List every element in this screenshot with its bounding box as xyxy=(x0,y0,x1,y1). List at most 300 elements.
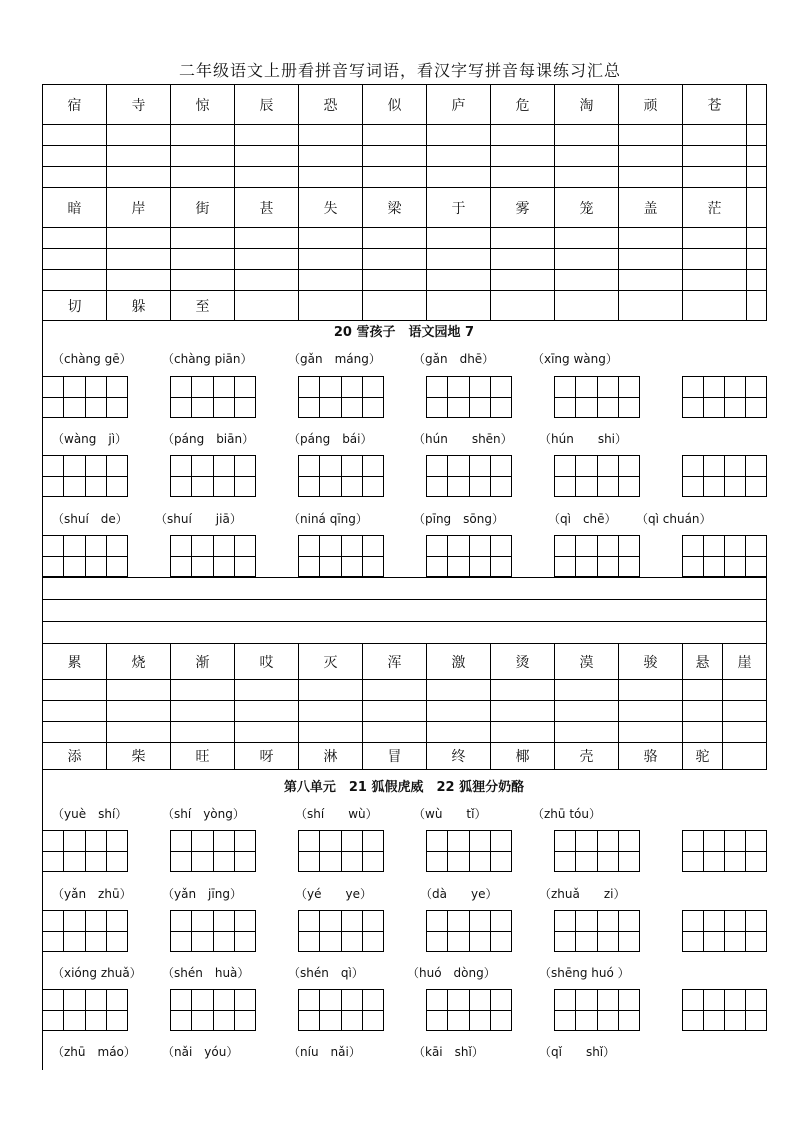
char-cell: 笼 xyxy=(555,188,619,228)
writing-box-cell xyxy=(319,831,340,851)
writing-box-cell xyxy=(703,831,724,851)
pinyin-label: （yuè shí） xyxy=(52,807,128,821)
writing-box-cell xyxy=(447,831,468,851)
writing-box-cell xyxy=(724,536,745,556)
writing-box-cell xyxy=(85,536,106,556)
writing-box-cell xyxy=(341,932,362,952)
writing-box-cell xyxy=(703,456,724,476)
writing-box-cell xyxy=(555,831,575,851)
writing-box-cell xyxy=(362,852,383,872)
writing-box-cell xyxy=(555,852,575,872)
writing-box-cell xyxy=(191,831,212,851)
writing-box-cell xyxy=(341,831,362,851)
pinyin-label: （páng biān） xyxy=(162,432,255,446)
writing-box-group xyxy=(170,535,256,577)
writing-box-cell xyxy=(745,932,766,952)
writing-box-cell xyxy=(171,377,191,397)
writing-box-cell xyxy=(575,398,596,418)
char-cell: 驼 xyxy=(683,743,723,770)
char-cell: 淋 xyxy=(299,743,363,770)
writing-box-group xyxy=(554,376,640,418)
pinyin-label: （yé ye） xyxy=(295,887,372,901)
writing-box-cell xyxy=(106,990,127,1010)
char-cell: 暗 xyxy=(43,188,107,228)
writing-box-cell xyxy=(618,377,639,397)
writing-box-cell xyxy=(597,932,618,952)
writing-box-cell xyxy=(745,398,766,418)
writing-box-cell xyxy=(234,557,255,577)
writing-box-cell xyxy=(618,990,639,1010)
writing-box-cell xyxy=(299,990,319,1010)
char-cell: 烫 xyxy=(491,644,555,680)
char-cell: 恐 xyxy=(299,85,363,125)
writing-box-cell xyxy=(597,990,618,1010)
writing-box-group xyxy=(426,455,512,497)
writing-box-cell xyxy=(213,456,234,476)
writing-box-cell xyxy=(43,932,63,952)
writing-box-cell xyxy=(469,932,490,952)
writing-box-cell xyxy=(575,456,596,476)
writing-box-cell xyxy=(362,477,383,497)
writing-box-cell xyxy=(319,456,340,476)
char-cell: 辰 xyxy=(235,85,299,125)
writing-box-cell xyxy=(191,477,212,497)
writing-box-cell xyxy=(745,911,766,931)
writing-box-cell xyxy=(191,990,212,1010)
writing-box-cell xyxy=(362,911,383,931)
writing-box-cell xyxy=(319,477,340,497)
writing-box-cell xyxy=(597,536,618,556)
char-cell: 失 xyxy=(299,188,363,228)
writing-box-cell xyxy=(299,831,319,851)
writing-box-cell xyxy=(106,536,127,556)
writing-box-cell xyxy=(683,990,703,1010)
writing-box-cell xyxy=(490,398,511,418)
writing-box-cell xyxy=(63,398,84,418)
char-cell: 苍 xyxy=(683,85,747,125)
writing-box-cell xyxy=(299,456,319,476)
writing-box-cell xyxy=(171,932,191,952)
char-cell: 寺 xyxy=(107,85,171,125)
char-cell: 浑 xyxy=(363,644,427,680)
writing-box-cell xyxy=(85,477,106,497)
writing-box-group xyxy=(170,830,256,872)
writing-box-cell xyxy=(703,990,724,1010)
pinyin-label: （zhuǎ zi） xyxy=(539,887,626,901)
writing-box-cell xyxy=(745,536,766,556)
writing-box-cell xyxy=(427,932,447,952)
writing-box-cell xyxy=(362,831,383,851)
writing-box-cell xyxy=(703,536,724,556)
writing-box-cell xyxy=(85,911,106,931)
char-cell: 柴 xyxy=(107,743,171,770)
writing-box-cell xyxy=(362,932,383,952)
writing-box-cell xyxy=(745,477,766,497)
writing-box-cell xyxy=(85,456,106,476)
writing-box-cell xyxy=(43,831,63,851)
writing-box-cell xyxy=(597,911,618,931)
writing-box-cell xyxy=(703,1011,724,1031)
writing-box-group xyxy=(42,455,128,497)
char-cell: 激 xyxy=(427,644,491,680)
writing-box-cell xyxy=(85,398,106,418)
char-cell: 渐 xyxy=(171,644,235,680)
writing-box-cell xyxy=(63,852,84,872)
writing-box-cell xyxy=(106,932,127,952)
writing-box-cell xyxy=(191,1011,212,1031)
writing-box-cell xyxy=(724,990,745,1010)
writing-box-group xyxy=(554,455,640,497)
writing-box-cell xyxy=(191,932,212,952)
writing-box-group xyxy=(298,535,384,577)
writing-box-cell xyxy=(745,377,766,397)
writing-box-cell xyxy=(43,1011,63,1031)
writing-box-cell xyxy=(703,398,724,418)
writing-box-cell xyxy=(745,1011,766,1031)
pinyin-label: （huó dòng） xyxy=(407,966,496,980)
char-cell: 躲 xyxy=(107,291,171,321)
char-cell: 茫 xyxy=(683,188,747,228)
writing-box-cell xyxy=(106,831,127,851)
pinyin-label: （zhū tóu） xyxy=(532,807,601,821)
char-cell: 庐 xyxy=(427,85,491,125)
pinyin-label: （shí yòng） xyxy=(162,807,245,821)
writing-box-cell xyxy=(341,557,362,577)
writing-box-cell xyxy=(63,456,84,476)
char-row xyxy=(43,644,767,680)
writing-box-cell xyxy=(106,911,127,931)
pinyin-row xyxy=(52,805,772,825)
writing-box-cell xyxy=(683,852,703,872)
writing-box-group xyxy=(42,376,128,418)
writing-box-cell xyxy=(171,911,191,931)
writing-box-group xyxy=(298,376,384,418)
char-row xyxy=(43,743,767,770)
writing-box-group xyxy=(554,910,640,952)
writing-box-cell xyxy=(683,536,703,556)
page-title: 二年级语文上册看拼音写词语，看汉字写拼音每课练习汇总 xyxy=(178,61,621,80)
writing-box-group xyxy=(682,989,767,1031)
writing-box-cell xyxy=(490,557,511,577)
pinyin-row xyxy=(52,350,772,370)
writing-box-cell xyxy=(43,911,63,931)
writing-box-cell xyxy=(213,477,234,497)
pinyin-label: （qǐ shǐ） xyxy=(539,1045,616,1059)
pinyin-label: （shuí de） xyxy=(52,512,128,526)
char-cell: 添 xyxy=(43,743,107,770)
char-cell: 宿 xyxy=(43,85,107,125)
writing-box-cell xyxy=(469,557,490,577)
writing-box-cell xyxy=(234,911,255,931)
writing-box-cell xyxy=(341,911,362,931)
writing-box-cell xyxy=(106,398,127,418)
writing-box-cell xyxy=(469,911,490,931)
writing-box-cell xyxy=(703,557,724,577)
writing-box-cell xyxy=(447,456,468,476)
writing-box-cell xyxy=(575,990,596,1010)
writing-box-cell xyxy=(341,990,362,1010)
writing-box-cell xyxy=(575,932,596,952)
writing-box-cell xyxy=(618,911,639,931)
writing-box-cell xyxy=(362,557,383,577)
char-cell: 似 xyxy=(363,85,427,125)
pinyin-label: （dà ye） xyxy=(420,887,498,901)
writing-box-cell xyxy=(299,1011,319,1031)
writing-box-cell xyxy=(683,398,703,418)
pinyin-label: （xióng zhuǎ） xyxy=(52,966,142,980)
writing-box-cell xyxy=(575,377,596,397)
writing-box-cell xyxy=(85,990,106,1010)
writing-box-cell xyxy=(469,377,490,397)
writing-box-group xyxy=(682,830,767,872)
writing-box-cell xyxy=(745,456,766,476)
writing-box-cell xyxy=(490,852,511,872)
writing-box-cell xyxy=(724,456,745,476)
writing-box-group xyxy=(170,989,256,1031)
pinyin-label: （pīng sōng） xyxy=(413,512,504,526)
pinyin-label: （shuí jiā） xyxy=(155,512,242,526)
writing-box-cell xyxy=(683,557,703,577)
writing-box-cell xyxy=(341,456,362,476)
pinyin-label: （yǎn zhū） xyxy=(52,887,132,901)
writing-box-cell xyxy=(724,852,745,872)
writing-box-cell xyxy=(234,852,255,872)
writing-box-cell xyxy=(555,377,575,397)
writing-box-cell xyxy=(171,831,191,851)
writing-box-cell xyxy=(469,477,490,497)
pinyin-label: （hún shēn） xyxy=(413,432,513,446)
writing-box-cell xyxy=(447,990,468,1010)
writing-box-cell xyxy=(43,477,63,497)
writing-box-cell xyxy=(683,831,703,851)
writing-box-group xyxy=(426,535,512,577)
char-cell: 旺 xyxy=(171,743,235,770)
writing-box-group xyxy=(426,910,512,952)
writing-box-group xyxy=(682,455,767,497)
writing-box-cell xyxy=(555,477,575,497)
writing-box-cell xyxy=(618,831,639,851)
char-cell: 呀 xyxy=(235,743,299,770)
pinyin-label: （xīng wàng） xyxy=(532,352,618,366)
char-cell: 危 xyxy=(491,85,555,125)
writing-box-cell xyxy=(234,377,255,397)
writing-box-cell xyxy=(191,398,212,418)
writing-box-cell xyxy=(299,536,319,556)
char-cell xyxy=(747,188,767,228)
writing-box-cell xyxy=(575,831,596,851)
writing-box-cell xyxy=(341,1011,362,1031)
char-cell: 切 xyxy=(43,291,107,321)
char-cell: 骏 xyxy=(619,644,683,680)
writing-box-cell xyxy=(171,557,191,577)
writing-box-group xyxy=(298,910,384,952)
writing-box-cell xyxy=(447,1011,468,1031)
char-cell: 烧 xyxy=(107,644,171,680)
writing-box-cell xyxy=(724,911,745,931)
writing-box-cell xyxy=(171,1011,191,1031)
writing-box-cell xyxy=(341,852,362,872)
char-cell: 椰 xyxy=(491,743,555,770)
char-cell: 惊 xyxy=(171,85,235,125)
writing-box-cell xyxy=(469,852,490,872)
writing-box-cell xyxy=(234,831,255,851)
char-cell: 崖 xyxy=(723,644,767,680)
writing-box-cell xyxy=(106,377,127,397)
writing-box-cell xyxy=(555,911,575,931)
writing-box-cell xyxy=(191,456,212,476)
writing-box-cell xyxy=(724,1011,745,1031)
writing-box-cell xyxy=(683,1011,703,1031)
writing-box-cell xyxy=(683,377,703,397)
writing-box-cell xyxy=(427,557,447,577)
pinyin-label: （shí wù） xyxy=(295,807,378,821)
writing-box-cell xyxy=(703,911,724,931)
writing-box-cell xyxy=(43,398,63,418)
writing-box-cell xyxy=(447,557,468,577)
writing-box-cell xyxy=(106,557,127,577)
pinyin-label: （gǎn dhē） xyxy=(413,352,495,366)
writing-box-cell xyxy=(597,377,618,397)
pinyin-label: （hún shi） xyxy=(539,432,628,446)
writing-box-cell xyxy=(319,990,340,1010)
writing-box-cell xyxy=(427,456,447,476)
writing-box-cell xyxy=(319,557,340,577)
writing-box-group xyxy=(170,376,256,418)
writing-box-cell xyxy=(191,536,212,556)
char-cell: 梁 xyxy=(363,188,427,228)
writing-box-cell xyxy=(703,932,724,952)
writing-box-cell xyxy=(555,456,575,476)
writing-grid xyxy=(42,910,767,952)
writing-box-cell xyxy=(427,1011,447,1031)
char-cell: 冒 xyxy=(363,743,427,770)
writing-box-cell xyxy=(319,536,340,556)
writing-box-cell xyxy=(234,932,255,952)
writing-box-cell xyxy=(490,932,511,952)
writing-box-group xyxy=(682,535,767,577)
pinyin-label: （shén huà） xyxy=(162,966,250,980)
char-cell: 悬 xyxy=(683,644,723,680)
writing-box-cell xyxy=(171,477,191,497)
char-cell xyxy=(747,85,767,125)
char-cell: 淘 xyxy=(555,85,619,125)
writing-box-cell xyxy=(618,1011,639,1031)
writing-box-cell xyxy=(85,932,106,952)
writing-box-cell xyxy=(555,932,575,952)
writing-box-cell xyxy=(85,377,106,397)
writing-box-cell xyxy=(490,1011,511,1031)
writing-box-cell xyxy=(299,932,319,952)
pinyin-label: （qì chuán） xyxy=(636,512,712,526)
writing-box-cell xyxy=(447,377,468,397)
writing-box-cell xyxy=(447,477,468,497)
writing-box-group xyxy=(554,830,640,872)
writing-box-cell xyxy=(427,398,447,418)
writing-box-cell xyxy=(43,536,63,556)
writing-box-cell xyxy=(319,1011,340,1031)
writing-box-cell xyxy=(683,932,703,952)
writing-box-cell xyxy=(341,536,362,556)
writing-box-cell xyxy=(447,852,468,872)
writing-box-cell xyxy=(597,1011,618,1031)
section-heading-lesson-20: 20 雪孩子 语文园地 7 xyxy=(333,325,475,340)
writing-box-cell xyxy=(683,456,703,476)
writing-box-cell xyxy=(63,831,84,851)
writing-box-cell xyxy=(618,536,639,556)
writing-box-cell xyxy=(427,377,447,397)
writing-box-cell xyxy=(447,398,468,418)
writing-box-cell xyxy=(191,852,212,872)
writing-box-cell xyxy=(683,477,703,497)
writing-box-group xyxy=(682,910,767,952)
writing-box-cell xyxy=(191,377,212,397)
writing-box-cell xyxy=(427,831,447,851)
writing-box-cell xyxy=(85,557,106,577)
writing-box-cell xyxy=(427,477,447,497)
writing-box-cell xyxy=(745,557,766,577)
writing-box-group xyxy=(298,455,384,497)
writing-box-cell xyxy=(43,990,63,1010)
writing-box-group xyxy=(682,376,767,418)
writing-box-cell xyxy=(469,536,490,556)
writing-box-cell xyxy=(724,557,745,577)
writing-box-group xyxy=(170,910,256,952)
writing-box-cell xyxy=(234,456,255,476)
writing-box-cell xyxy=(724,377,745,397)
writing-box-cell xyxy=(724,398,745,418)
writing-box-group xyxy=(426,376,512,418)
writing-box-cell xyxy=(319,911,340,931)
writing-box-cell xyxy=(575,536,596,556)
writing-box-cell xyxy=(597,398,618,418)
writing-box-cell xyxy=(597,852,618,872)
pinyin-label: （zhū máo） xyxy=(52,1045,136,1059)
writing-box-cell xyxy=(63,911,84,931)
char-cell: 终 xyxy=(427,743,491,770)
writing-box-cell xyxy=(618,456,639,476)
writing-box-cell xyxy=(597,477,618,497)
writing-box-cell xyxy=(469,456,490,476)
writing-box-group xyxy=(426,989,512,1031)
writing-box-cell xyxy=(469,990,490,1010)
char-cell: 盖 xyxy=(619,188,683,228)
writing-box-cell xyxy=(171,852,191,872)
writing-box-cell xyxy=(213,911,234,931)
char-cell: 至 xyxy=(171,291,235,321)
writing-box-cell xyxy=(191,911,212,931)
writing-grid xyxy=(42,830,767,872)
writing-box-cell xyxy=(341,477,362,497)
section-heading-unit-8: 第八单元 21 狐假虎威 22 狐狸分奶酪 xyxy=(283,780,525,795)
writing-box-cell xyxy=(213,1011,234,1031)
char-cell: 雾 xyxy=(491,188,555,228)
writing-box-cell xyxy=(490,911,511,931)
writing-box-cell xyxy=(85,1011,106,1031)
writing-box-cell xyxy=(575,477,596,497)
writing-box-cell xyxy=(63,1011,84,1031)
writing-box-cell xyxy=(575,852,596,872)
writing-box-cell xyxy=(43,456,63,476)
writing-box-cell xyxy=(427,852,447,872)
writing-box-cell xyxy=(213,557,234,577)
writing-box-cell xyxy=(299,911,319,931)
char-cell: 甚 xyxy=(235,188,299,228)
writing-box-cell xyxy=(63,557,84,577)
writing-box-cell xyxy=(85,831,106,851)
writing-box-cell xyxy=(447,911,468,931)
character-table-2 xyxy=(42,577,767,770)
writing-box-cell xyxy=(299,398,319,418)
